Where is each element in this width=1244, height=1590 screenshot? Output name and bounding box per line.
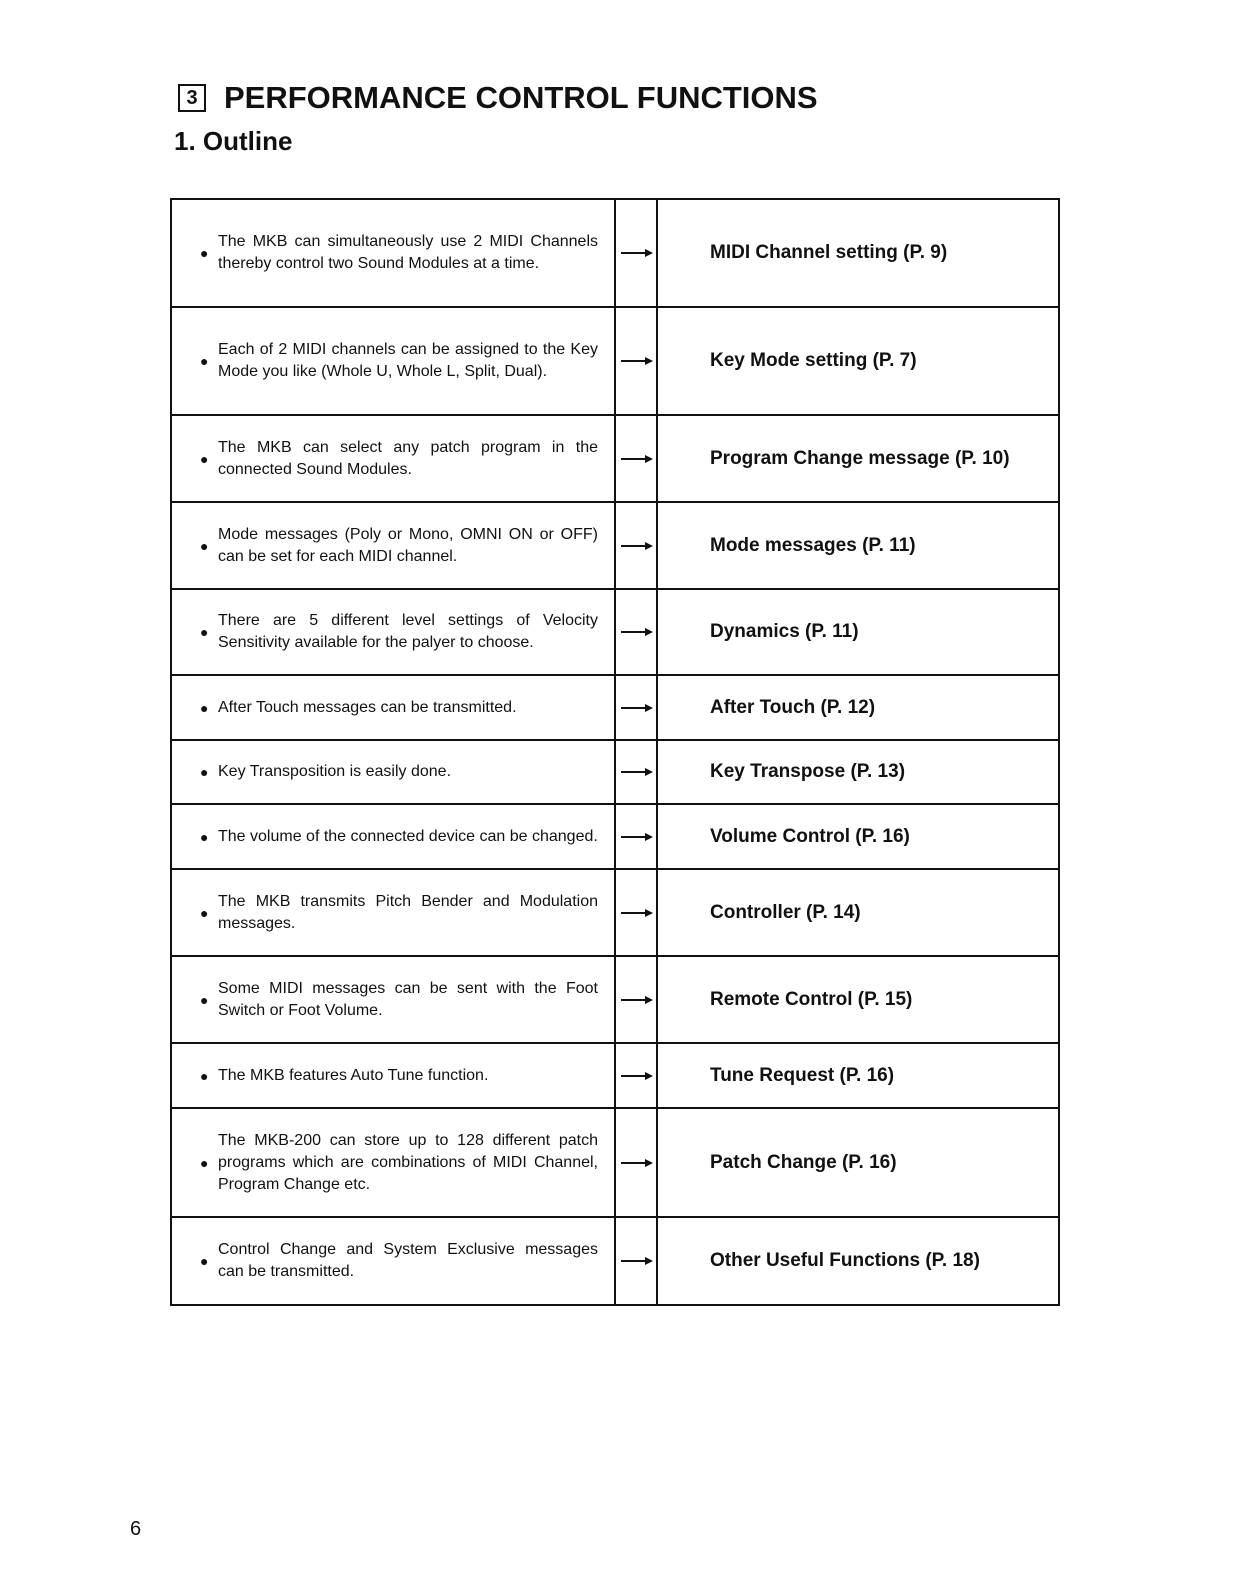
row-description: ● The volume of the connected device can be changed. [172, 805, 616, 868]
table-row [172, 308, 1058, 416]
table-row [172, 416, 1058, 503]
row-function: Key Mode setting (P. 7) [710, 350, 917, 371]
bullet-icon: ● [200, 904, 209, 921]
arrow-cell [616, 1044, 658, 1107]
bullet-icon: ● [200, 1253, 209, 1269]
bullet-icon: ● [200, 828, 209, 845]
right-arrow-icon [619, 767, 653, 777]
table-row [172, 1109, 1058, 1218]
right-arrow-icon [619, 703, 653, 713]
bullet-icon: ● [200, 245, 209, 261]
bullet-icon: ● [200, 624, 209, 640]
row-description: ● The MKB transmits Pitch Bender and Modulation messages. [172, 870, 616, 955]
right-arrow-icon [619, 995, 653, 1005]
right-arrow-icon [619, 832, 653, 842]
row-description: ● Key Transposition is easily done. [172, 741, 616, 803]
right-arrow-icon [619, 541, 653, 551]
table-row [172, 503, 1058, 590]
arrow-cell [616, 308, 658, 414]
table-row [172, 1044, 1058, 1109]
row-description: ● The MKB features Auto Tune function. [172, 1044, 616, 1107]
row-function: Program Change message (P. 10) [710, 447, 1010, 469]
table-row [172, 676, 1058, 741]
bullet-icon: ● [200, 764, 209, 780]
page-number: 6 [130, 1518, 142, 1540]
bullet-icon: ● [200, 991, 209, 1008]
right-arrow-icon [619, 1158, 653, 1168]
table-row [172, 741, 1058, 805]
right-arrow-icon [619, 356, 653, 366]
bullet-icon: ● [200, 1067, 209, 1084]
row-function: After Touch (P. 12) [710, 696, 876, 718]
table-row [172, 200, 1058, 308]
row-description: ● Some MIDI messages can be sent with the Foot Switch or Foot Volume. [172, 957, 616, 1042]
row-function: Dynamics (P. 11) [710, 621, 859, 642]
table-row [172, 1218, 1058, 1304]
arrow-cell [616, 503, 658, 588]
row-function: MIDI Channel setting (P. 9) [710, 242, 948, 263]
row-function: Patch Change (P. 16) [710, 1151, 897, 1173]
table-row [172, 957, 1058, 1044]
subsection-title: 1. Outline [174, 126, 293, 156]
bullet-icon: ● [200, 450, 209, 467]
bullet-icon: ● [200, 353, 209, 369]
arrow-cell [616, 1218, 658, 1304]
arrow-cell [616, 957, 658, 1042]
arrow-cell [616, 590, 658, 674]
bullet-icon: ● [200, 537, 209, 554]
row-function: Controller (P. 14) [710, 901, 861, 923]
arrow-cell [616, 741, 658, 803]
row-description: ● The MKB-200 can store up to 128 different patch programs which are combinations of MIDI Channel, Program Change etc. [172, 1109, 616, 1216]
row-description: ● There are 5 different level settings of Velocity Sensitivity available for the palyer to choose. [172, 590, 616, 674]
row-description: ● Mode messages (Poly or Mono, OMNI ON or OFF) can be set for each MIDI channel. [172, 503, 616, 588]
table-row [172, 805, 1058, 870]
right-arrow-icon [619, 1256, 653, 1266]
row-function: Mode messages (P. 11) [710, 534, 916, 556]
section-title: PERFORMANCE CONTROL FUNCTIONS [224, 80, 818, 115]
bullet-icon: ● [200, 699, 209, 716]
page-heading [178, 80, 818, 116]
row-function: Tune Request (P. 16) [710, 1064, 895, 1086]
right-arrow-icon [619, 454, 653, 464]
arrow-cell [616, 416, 658, 501]
row-description: ● The MKB can simultaneously use 2 MIDI Channels thereby control two Sound Modules at a time. [172, 200, 616, 306]
table-row [172, 590, 1058, 676]
row-description: ● The MKB can select any patch program in the connected Sound Modules. [172, 416, 616, 501]
row-description: ● After Touch messages can be transmitted. [172, 676, 616, 739]
arrow-cell [616, 805, 658, 868]
row-description: ● Each of 2 MIDI channels can be assigned to the Key Mode you like (Whole U, Whole L, Split, Dual). [172, 308, 616, 414]
table-row [172, 870, 1058, 957]
right-arrow-icon [619, 248, 653, 258]
row-function: Key Transpose (P. 13) [710, 761, 906, 782]
right-arrow-icon [619, 908, 653, 918]
outline-table [170, 198, 1060, 1306]
section-number-box: 3 [178, 84, 206, 112]
bullet-icon: ● [200, 1154, 209, 1171]
arrow-cell [616, 870, 658, 955]
arrow-cell [616, 1109, 658, 1216]
arrow-cell [616, 200, 658, 306]
row-function: Volume Control (P. 16) [710, 825, 910, 847]
row-function: Remote Control (P. 15) [710, 988, 913, 1010]
right-arrow-icon [619, 1071, 653, 1081]
row-description: ● Control Change and System Exclusive messages can be transmitted. [172, 1218, 616, 1304]
arrow-cell [616, 676, 658, 739]
right-arrow-icon [619, 627, 653, 637]
row-function: Other Useful Functions (P. 18) [710, 1250, 980, 1271]
